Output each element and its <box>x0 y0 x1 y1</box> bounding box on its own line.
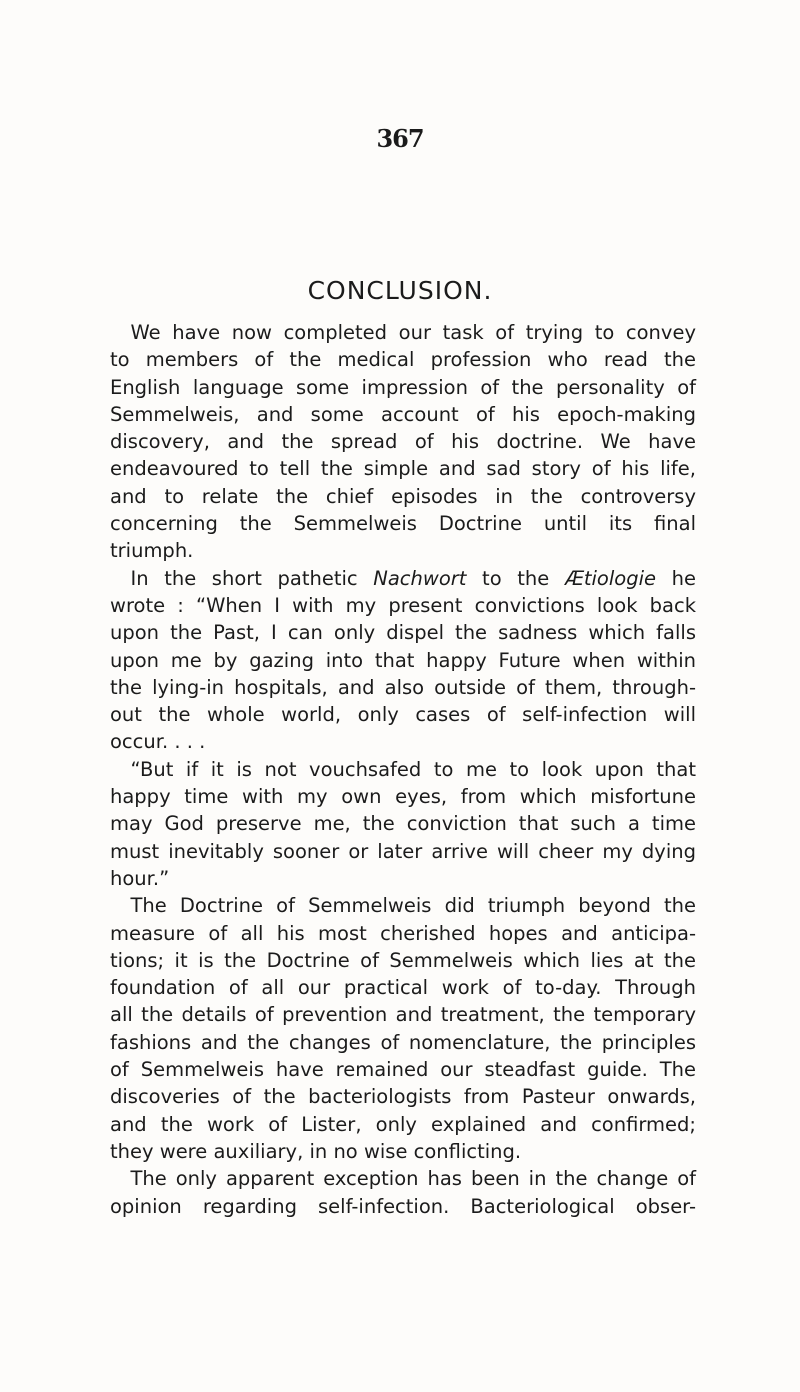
text-line: upon me by gazing into that happy Future when within <box>110 648 696 672</box>
text-line: upon the Past, I can only dispel the sadness which falls <box>110 621 696 645</box>
body-text <box>110 319 696 1220</box>
text-line: endeavoured to tell the simple and sad story of his life, <box>110 457 696 481</box>
italic-term-nachwort: Nachwort <box>373 566 467 590</box>
text-line: The only apparent exception has been in the change of <box>130 1167 696 1191</box>
text-line: Semmelweis, and some account of his epoch-making <box>110 402 696 426</box>
text-segment: he <box>656 566 696 590</box>
text-segment: to the <box>466 566 565 590</box>
text-line: concerning the Semmelweis Doctrine until its final <box>110 512 696 536</box>
text-line: opinion regarding self-infection. Bacteriological obser- <box>110 1194 696 1218</box>
text-line: triumph. <box>110 539 194 563</box>
text-line: fashions and the changes of nomenclature, the principles <box>110 1030 696 1054</box>
text-line: they were auxiliary, in no wise conflicting. <box>110 1139 522 1163</box>
text-line <box>110 565 696 592</box>
text-line: to members of the medical profession who read the <box>110 348 696 372</box>
text-line: may God preserve me, the conviction that such a time <box>110 812 696 836</box>
text-line: wrote : “When I with my present convictions look back <box>110 593 696 617</box>
text-line: “But if it is not vouchsafed to me to look upon that <box>130 757 696 781</box>
text-line: occur. . . . <box>110 730 206 754</box>
text-line: foundation of all our practical work of to-day. Through <box>110 976 696 1000</box>
text-line: must inevitably sooner or later arrive will cheer my dying <box>110 839 696 863</box>
text-line: out the whole world, only cases of self-infection will <box>110 703 696 727</box>
text-line: happy time with my own eyes, from which misfortune <box>110 785 696 809</box>
text-line: tions; it is the Doctrine of Semmelweis which lies at the <box>110 948 696 972</box>
text-line: discoveries of the bacteriologists from Pasteur onwards, <box>110 1085 696 1109</box>
text-line: hour.” <box>110 866 170 890</box>
text-line: The Doctrine of Semmelweis did triumph beyond the <box>130 894 696 918</box>
text-line: all the details of prevention and treatment, the temporary <box>110 1003 696 1027</box>
text-segment: In the short pathetic <box>130 566 374 590</box>
italic-term-aetiologie: Ætiologie <box>564 566 656 590</box>
text-line: discovery, and the spread of his doctrine. We have <box>110 430 696 454</box>
text-line: measure of all his most cherished hopes and anticipa- <box>110 921 696 945</box>
text-line: and to relate the chief episodes in the controversy <box>110 484 696 508</box>
page-number: 367 <box>376 124 424 153</box>
text-line: the lying-in hospitals, and also outside of them, through- <box>110 675 696 699</box>
text-line: and the work of Lister, only explained and confirmed; <box>110 1112 696 1136</box>
text-line: English language some impression of the personality of <box>110 375 696 399</box>
chapter-heading: CONCLUSION. <box>307 276 493 305</box>
text-line: We have now completed our task of trying to convey <box>130 321 696 344</box>
text-line: of Semmelweis have remained our steadfast guide. The <box>110 1058 696 1082</box>
